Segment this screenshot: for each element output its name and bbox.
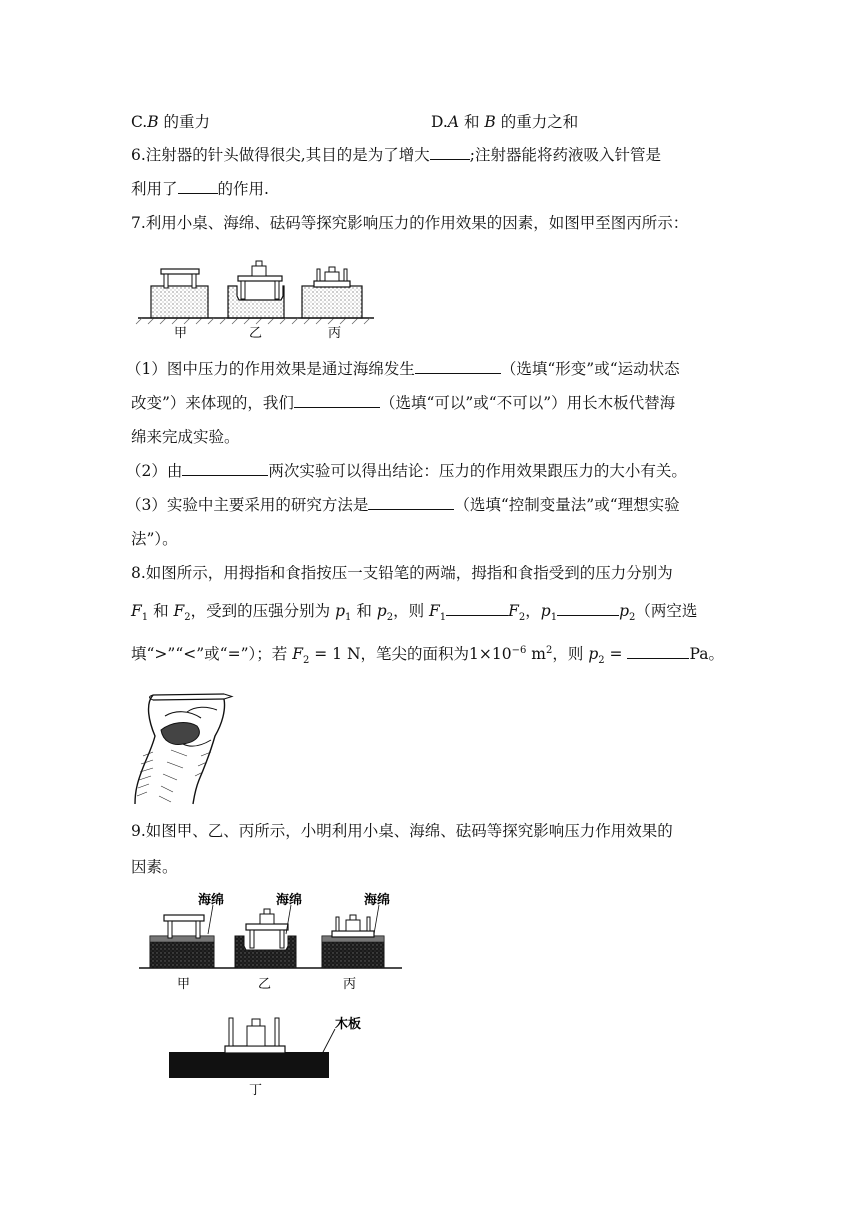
sponge-label: 海绵 xyxy=(198,893,225,908)
answer-blank xyxy=(557,600,619,616)
q7-part-1-line-1: （1）图中压力的作用效果是通过海绵发生 （选填“形变”或“运动状态 xyxy=(126,360,680,378)
figure-label: 甲 xyxy=(177,977,191,992)
figure-label: 丙 xyxy=(328,326,342,341)
board-label: 木板 xyxy=(335,1017,362,1032)
q9-wood-board-figure xyxy=(165,1010,380,1098)
question-6-line-2: 利用了 的作用. xyxy=(131,180,269,198)
figure-label: 乙 xyxy=(258,977,272,992)
answer-blank xyxy=(627,643,689,659)
question-8-line-1: 8.如图所示，用拇指和食指按压一支铅笔的两端，拇指和食指受到的压力分别为 xyxy=(131,564,673,582)
question-9-line-2: 因素。 xyxy=(131,858,178,876)
answer-blank xyxy=(368,494,454,510)
answer-blank xyxy=(415,358,501,374)
q7-sponge-figure xyxy=(136,255,376,345)
question-9-line-1: 9.如图甲、乙、丙所示，小明利用小桌、海绵、砝码等探究影响压力作用效果的 xyxy=(131,822,673,840)
option-d: D.A 和 B 的重力之和 xyxy=(431,113,579,131)
question-8-line-2: $F_1$ 和 $F_2$，受到的压强分别为 $p_1$ 和 $p_2$，则 $F_1$ $F_2$，$p_1$ $p_2$（两空选 xyxy=(131,602,698,624)
q9-sponge-figure xyxy=(136,888,406,994)
figure-label: 丁 xyxy=(249,1083,263,1098)
hand-pencil-figure xyxy=(131,686,236,804)
answer-blank xyxy=(430,144,470,160)
answer-blank xyxy=(178,178,218,194)
question-8-line-3: 填“>”“<”或“=”）；若 $F_2 = 1$ N，笔尖的面积为$1\times 10^{-6}$ $m^2$，则 $p_2 = Pa$。 xyxy=(131,644,724,667)
figure-label: 甲 xyxy=(174,326,188,341)
question-7-stem: 7.利用小桌、海绵、砝码等探究影响压力的作用效果的因素，如图甲至图丙所示： xyxy=(131,214,689,232)
q7-part-1-line-3: 绵来完成实验。 xyxy=(131,428,240,446)
q7-part-3-line-2: 法”）。 xyxy=(131,530,178,548)
answer-blank xyxy=(182,460,268,476)
q7-part-3-line-1: （3）实验中主要采用的研究方法是 （选填“控制变量法”或“理想实验 xyxy=(126,496,680,514)
figure-label: 丙 xyxy=(343,977,357,992)
answer-blank xyxy=(446,600,508,616)
question-6-line-1: 6.注射器的针头做得很尖,其目的是为了增大 ;注射器能将药液吸入针管是 xyxy=(131,146,661,164)
q7-part-2: （2）由 两次实验可以得出结论：压力的作用效果跟压力的大小有关。 xyxy=(126,462,687,480)
q7-part-1-line-2: 改变”）来体现的，我们 （选填“可以”或“不可以”）用长木板代替海 xyxy=(131,394,676,412)
answer-blank xyxy=(294,392,380,408)
sponge-label: 海绵 xyxy=(276,893,303,908)
figure-label: 乙 xyxy=(249,326,263,341)
option-c: C.B 的重力 xyxy=(131,113,211,131)
sponge-label: 海绵 xyxy=(364,893,391,908)
